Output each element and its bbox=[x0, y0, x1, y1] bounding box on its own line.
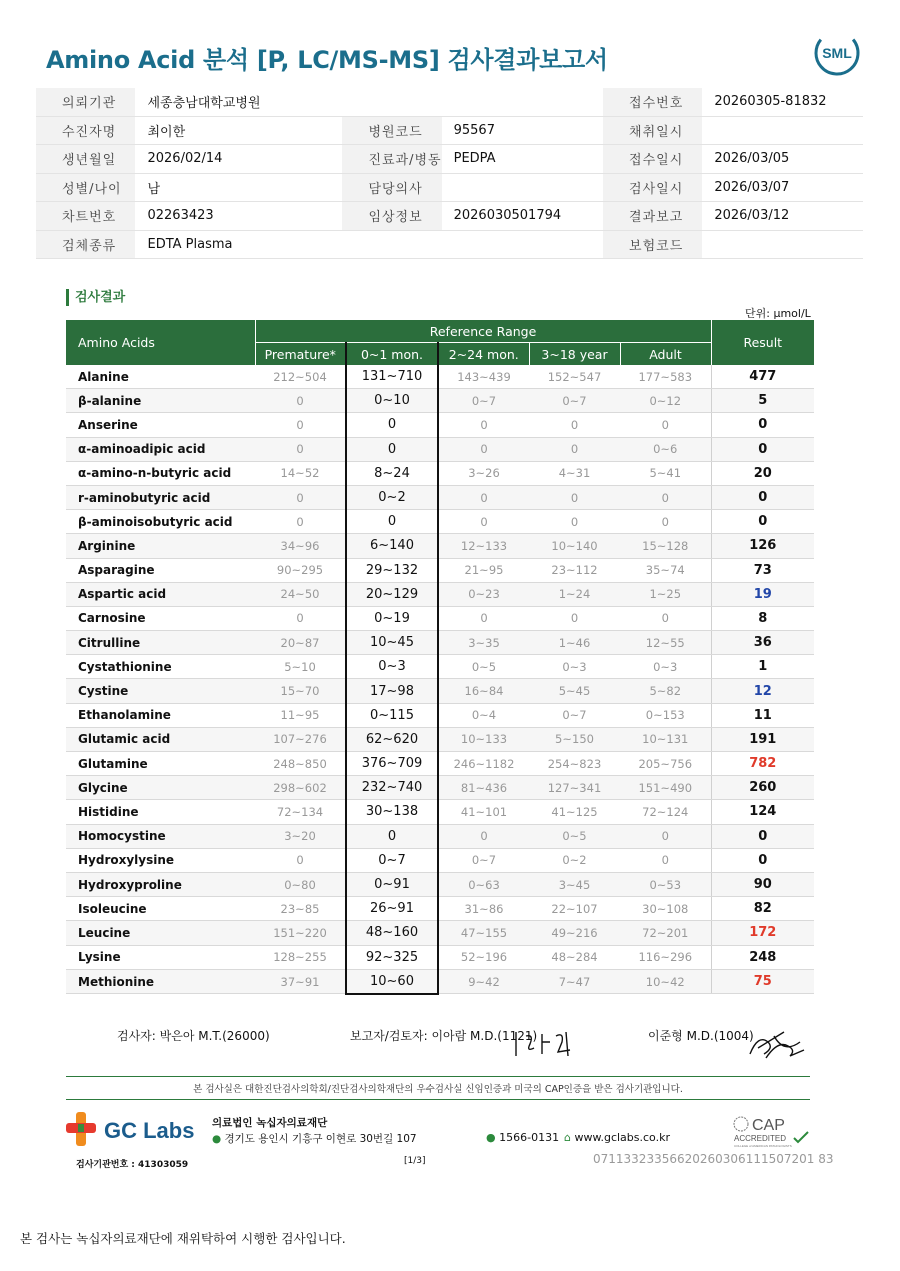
ref-premature: 20~87 bbox=[255, 631, 346, 655]
amino-acid-name: β-alanine bbox=[66, 389, 255, 413]
sml-logo bbox=[812, 28, 862, 78]
header-amino-acids: Amino Acids bbox=[66, 320, 255, 365]
amino-acid-row bbox=[66, 824, 814, 848]
ref-premature: 128~255 bbox=[255, 945, 346, 969]
amino-acid-row bbox=[66, 437, 814, 461]
home-icon: ⌂ bbox=[564, 1131, 575, 1144]
ref-3-18-year: 0~7 bbox=[529, 389, 620, 413]
ref-adult: 10~131 bbox=[620, 727, 711, 751]
ref-premature: 3~20 bbox=[255, 824, 346, 848]
section-title: 검사결과 bbox=[66, 289, 125, 306]
ref-2-24-mon: 0~7 bbox=[438, 848, 529, 872]
info-row bbox=[36, 202, 863, 231]
ref-3-18-year: 0~5 bbox=[529, 824, 620, 848]
result-value: 90 bbox=[711, 872, 814, 896]
result-value: 36 bbox=[711, 631, 814, 655]
info-row bbox=[36, 116, 863, 145]
ref-0-1-mon: 0~2 bbox=[346, 485, 438, 509]
cap-logo-college: COLLEGE of AMERICAN PATHOLOGISTS bbox=[734, 1144, 792, 1148]
info-label: 생년월일 bbox=[36, 145, 135, 174]
info-row bbox=[36, 145, 863, 174]
info-label bbox=[342, 88, 441, 116]
amino-acid-name: Arginine bbox=[66, 534, 255, 558]
website-text: www.gclabs.co.kr bbox=[574, 1131, 670, 1144]
ref-adult: 0 bbox=[620, 413, 711, 437]
ref-0-1-mon: 17~98 bbox=[346, 679, 438, 703]
ref-adult: 1~25 bbox=[620, 582, 711, 606]
ref-0-1-mon: 10~45 bbox=[346, 631, 438, 655]
ref-3-18-year: 0 bbox=[529, 510, 620, 534]
amino-acid-row bbox=[66, 945, 814, 969]
phone-text: 1566-0131 bbox=[499, 1131, 560, 1144]
ref-2-24-mon: 0~5 bbox=[438, 655, 529, 679]
ref-3-18-year: 49~216 bbox=[529, 921, 620, 945]
ref-adult: 116~296 bbox=[620, 945, 711, 969]
amino-acid-name: Histidine bbox=[66, 800, 255, 824]
amino-acid-name: Aspartic acid bbox=[66, 582, 255, 606]
ref-2-24-mon: 246~1182 bbox=[438, 752, 529, 776]
result-value: 477 bbox=[711, 365, 814, 389]
amino-acid-row bbox=[66, 848, 814, 872]
ref-0-1-mon: 0 bbox=[346, 824, 438, 848]
accreditation-notice: 본 검사실은 대한진단검사의학회/진단검사의학재단의 우수검사실 신임인증과 미국의 CAP인증을 받은 검사기관입니다. bbox=[66, 1076, 810, 1100]
info-value: 02263423 bbox=[135, 202, 342, 231]
ref-0-1-mon: 0~3 bbox=[346, 655, 438, 679]
ref-3-18-year: 10~140 bbox=[529, 534, 620, 558]
result-value: 124 bbox=[711, 800, 814, 824]
ref-2-24-mon: 0 bbox=[438, 413, 529, 437]
result-value: 11 bbox=[711, 703, 814, 727]
ref-3-18-year: 254~823 bbox=[529, 752, 620, 776]
info-row bbox=[36, 173, 863, 202]
report-title: Amino Acid 분석 [P, LC/MS-MS] 검사결과보고서 bbox=[46, 46, 608, 74]
info-value: 2026/02/14 bbox=[135, 145, 342, 174]
ref-3-18-year: 0 bbox=[529, 413, 620, 437]
ref-2-24-mon: 0 bbox=[438, 510, 529, 534]
phone-icon: ● bbox=[486, 1131, 500, 1144]
info-label: 임상정보 bbox=[342, 202, 441, 231]
info-value: EDTA Plasma bbox=[135, 230, 342, 259]
address bbox=[212, 1131, 417, 1146]
ref-0-1-mon: 10~60 bbox=[346, 969, 438, 994]
amino-acid-name: Cystathionine bbox=[66, 655, 255, 679]
ref-0-1-mon: 0 bbox=[346, 413, 438, 437]
info-label: 차트번호 bbox=[36, 202, 135, 231]
doctor-signature-image bbox=[744, 1024, 810, 1064]
info-value bbox=[442, 88, 603, 116]
ref-3-18-year: 22~107 bbox=[529, 897, 620, 921]
ref-adult: 0~153 bbox=[620, 703, 711, 727]
phone bbox=[486, 1131, 559, 1144]
reporter-signature-label: 보고자/검토자: 이아람 M.D.(1121) bbox=[350, 1029, 538, 1043]
ref-adult: 72~201 bbox=[620, 921, 711, 945]
ref-3-18-year: 5~45 bbox=[529, 679, 620, 703]
amino-acid-row bbox=[66, 365, 814, 389]
ref-0-1-mon: 92~325 bbox=[346, 945, 438, 969]
ref-0-1-mon: 0~10 bbox=[346, 389, 438, 413]
ref-adult: 0 bbox=[620, 606, 711, 630]
header-reference-range: Reference Range bbox=[255, 320, 711, 343]
ref-3-18-year: 23~112 bbox=[529, 558, 620, 582]
amino-acid-name: Methionine bbox=[66, 969, 255, 994]
ref-2-24-mon: 52~196 bbox=[438, 945, 529, 969]
ref-2-24-mon: 81~436 bbox=[438, 776, 529, 800]
ref-2-24-mon: 47~155 bbox=[438, 921, 529, 945]
ref-3-18-year: 41~125 bbox=[529, 800, 620, 824]
ref-adult: 35~74 bbox=[620, 558, 711, 582]
org-name: 의료법인 녹십자의료재단 bbox=[212, 1117, 328, 1129]
cap-logo-text: CAP bbox=[752, 1117, 785, 1134]
info-label: 채취일시 bbox=[603, 116, 702, 145]
info-value: 2026/03/12 bbox=[702, 202, 863, 231]
result-value: 0 bbox=[711, 413, 814, 437]
ref-2-24-mon: 0~7 bbox=[438, 389, 529, 413]
amino-acid-name: α-amino-n-butyric acid bbox=[66, 461, 255, 485]
ref-premature: 15~70 bbox=[255, 679, 346, 703]
result-value: 1 bbox=[711, 655, 814, 679]
amino-acid-name: Glutamine bbox=[66, 752, 255, 776]
ref-0-1-mon: 26~91 bbox=[346, 897, 438, 921]
result-value: 20 bbox=[711, 461, 814, 485]
ref-adult: 5~41 bbox=[620, 461, 711, 485]
ref-3-18-year: 0 bbox=[529, 437, 620, 461]
amino-acid-name: β-aminoisobutyric acid bbox=[66, 510, 255, 534]
ref-premature: 0~80 bbox=[255, 872, 346, 896]
doctor-signature-label: 이준형 M.D.(1004) bbox=[648, 1029, 754, 1043]
amino-acid-row bbox=[66, 872, 814, 896]
gc-labs-logo-text: GC Labs bbox=[104, 1118, 195, 1143]
info-value: 최이한 bbox=[135, 116, 342, 145]
ref-3-18-year: 0 bbox=[529, 606, 620, 630]
gc-labs-logo bbox=[66, 1110, 206, 1148]
amino-acid-row bbox=[66, 413, 814, 437]
ref-premature: 151~220 bbox=[255, 921, 346, 945]
ref-premature: 90~295 bbox=[255, 558, 346, 582]
info-label: 검체종류 bbox=[36, 230, 135, 259]
amino-acid-row bbox=[66, 921, 814, 945]
info-row bbox=[36, 230, 863, 259]
info-value: 남 bbox=[135, 173, 342, 202]
amino-acid-name: Hydroxyproline bbox=[66, 872, 255, 896]
ref-premature: 14~52 bbox=[255, 461, 346, 485]
amino-acid-name: r-aminobutyric acid bbox=[66, 485, 255, 509]
info-value: 95567 bbox=[442, 116, 603, 145]
amino-acid-row bbox=[66, 727, 814, 751]
ref-premature: 23~85 bbox=[255, 897, 346, 921]
page-number: [1/3] bbox=[404, 1156, 426, 1166]
result-value: 8 bbox=[711, 606, 814, 630]
ref-premature: 11~95 bbox=[255, 703, 346, 727]
info-label: 수진자명 bbox=[36, 116, 135, 145]
address-text: 경기도 용인시 기흥구 이현로 30번길 107 bbox=[224, 1133, 417, 1145]
result-value: 19 bbox=[711, 582, 814, 606]
ref-adult: 10~42 bbox=[620, 969, 711, 994]
ref-0-1-mon: 6~140 bbox=[346, 534, 438, 558]
location-icon: ● bbox=[212, 1133, 225, 1145]
ref-premature: 34~96 bbox=[255, 534, 346, 558]
ref-adult: 0~6 bbox=[620, 437, 711, 461]
info-label bbox=[342, 230, 441, 259]
ref-3-18-year: 152~547 bbox=[529, 365, 620, 389]
info-label: 검사일시 bbox=[603, 173, 702, 202]
ref-adult: 151~490 bbox=[620, 776, 711, 800]
ref-premature: 0 bbox=[255, 389, 346, 413]
ref-0-1-mon: 0~91 bbox=[346, 872, 438, 896]
amino-acid-row bbox=[66, 606, 814, 630]
result-value: 191 bbox=[711, 727, 814, 751]
amino-acid-row bbox=[66, 655, 814, 679]
amino-acid-row bbox=[66, 969, 814, 994]
result-value: 0 bbox=[711, 437, 814, 461]
result-value: 260 bbox=[711, 776, 814, 800]
ref-2-24-mon: 21~95 bbox=[438, 558, 529, 582]
info-value: 2026030501794 bbox=[442, 202, 603, 231]
ref-2-24-mon: 10~133 bbox=[438, 727, 529, 751]
result-value: 172 bbox=[711, 921, 814, 945]
results-table bbox=[66, 320, 814, 995]
ref-2-24-mon: 143~439 bbox=[438, 365, 529, 389]
ref-premature: 0 bbox=[255, 510, 346, 534]
ref-0-1-mon: 0 bbox=[346, 510, 438, 534]
ref-adult: 30~108 bbox=[620, 897, 711, 921]
tester-signature-label: 검사자: 박은아 M.T.(26000) bbox=[117, 1029, 270, 1043]
ref-3-18-year: 1~46 bbox=[529, 631, 620, 655]
cap-accredited-logo bbox=[732, 1114, 812, 1148]
amino-acid-row bbox=[66, 703, 814, 727]
ref-premature: 107~276 bbox=[255, 727, 346, 751]
ref-premature: 248~850 bbox=[255, 752, 346, 776]
result-value: 782 bbox=[711, 752, 814, 776]
ref-3-18-year: 48~284 bbox=[529, 945, 620, 969]
header-0-1-mon: 0~1 mon. bbox=[346, 343, 438, 366]
ref-2-24-mon: 16~84 bbox=[438, 679, 529, 703]
info-label: 결과보고 bbox=[603, 202, 702, 231]
result-value: 0 bbox=[711, 824, 814, 848]
header-adult: Adult bbox=[620, 343, 711, 366]
header-premature: Premature* bbox=[255, 343, 346, 366]
result-value: 75 bbox=[711, 969, 814, 994]
amino-acid-name: Leucine bbox=[66, 921, 255, 945]
info-value: PEDPA bbox=[442, 145, 603, 174]
amino-acid-name: Lysine bbox=[66, 945, 255, 969]
ref-3-18-year: 3~45 bbox=[529, 872, 620, 896]
ref-premature: 0 bbox=[255, 437, 346, 461]
amino-acid-name: Alanine bbox=[66, 365, 255, 389]
ref-0-1-mon: 0~19 bbox=[346, 606, 438, 630]
ref-adult: 15~128 bbox=[620, 534, 711, 558]
info-label: 보험코드 bbox=[603, 230, 702, 259]
ref-0-1-mon: 376~709 bbox=[346, 752, 438, 776]
ref-0-1-mon: 0 bbox=[346, 437, 438, 461]
ref-premature: 0 bbox=[255, 606, 346, 630]
ref-adult: 0~3 bbox=[620, 655, 711, 679]
result-value: 126 bbox=[711, 534, 814, 558]
patient-info-table bbox=[36, 88, 863, 259]
ref-0-1-mon: 30~138 bbox=[346, 800, 438, 824]
amino-acid-row bbox=[66, 461, 814, 485]
ref-2-24-mon: 0~23 bbox=[438, 582, 529, 606]
result-value: 5 bbox=[711, 389, 814, 413]
info-label: 의뢰기관 bbox=[36, 88, 135, 116]
info-label: 접수일시 bbox=[603, 145, 702, 174]
ref-premature: 212~504 bbox=[255, 365, 346, 389]
amino-acid-row bbox=[66, 534, 814, 558]
result-value: 12 bbox=[711, 679, 814, 703]
ref-2-24-mon: 9~42 bbox=[438, 969, 529, 994]
result-value: 0 bbox=[711, 485, 814, 509]
ref-2-24-mon: 0 bbox=[438, 606, 529, 630]
ref-premature: 298~602 bbox=[255, 776, 346, 800]
ref-3-18-year: 127~341 bbox=[529, 776, 620, 800]
info-label: 진료과/병동 bbox=[342, 145, 441, 174]
ref-adult: 0~53 bbox=[620, 872, 711, 896]
info-value bbox=[442, 173, 603, 202]
info-value bbox=[702, 116, 863, 145]
info-label: 접수번호 bbox=[603, 88, 702, 116]
ref-2-24-mon: 0~4 bbox=[438, 703, 529, 727]
amino-acid-name: α-aminoadipic acid bbox=[66, 437, 255, 461]
ref-premature: 5~10 bbox=[255, 655, 346, 679]
ref-0-1-mon: 0~7 bbox=[346, 848, 438, 872]
ref-0-1-mon: 20~129 bbox=[346, 582, 438, 606]
ref-0-1-mon: 8~24 bbox=[346, 461, 438, 485]
unit-label: 단위: µmol/L bbox=[745, 307, 811, 320]
header-result: Result bbox=[711, 320, 814, 365]
ref-premature: 0 bbox=[255, 848, 346, 872]
info-label: 병원코드 bbox=[342, 116, 441, 145]
amino-acid-name: Isoleucine bbox=[66, 897, 255, 921]
ref-2-24-mon: 12~133 bbox=[438, 534, 529, 558]
ref-0-1-mon: 62~620 bbox=[346, 727, 438, 751]
amino-acid-row bbox=[66, 582, 814, 606]
ref-3-18-year: 5~150 bbox=[529, 727, 620, 751]
ref-2-24-mon: 3~35 bbox=[438, 631, 529, 655]
result-value: 0 bbox=[711, 848, 814, 872]
amino-acid-row bbox=[66, 510, 814, 534]
info-value: 2026/03/07 bbox=[702, 173, 863, 202]
ref-2-24-mon: 0 bbox=[438, 485, 529, 509]
amino-acid-row bbox=[66, 776, 814, 800]
ref-0-1-mon: 131~710 bbox=[346, 365, 438, 389]
institution-code: 검사기관번호 : 41303059 bbox=[76, 1160, 189, 1170]
amino-acid-name: Ethanolamine bbox=[66, 703, 255, 727]
amino-acid-row bbox=[66, 679, 814, 703]
amino-acid-name: Glutamic acid bbox=[66, 727, 255, 751]
amino-acid-row bbox=[66, 485, 814, 509]
ref-adult: 5~82 bbox=[620, 679, 711, 703]
result-value: 73 bbox=[711, 558, 814, 582]
info-label: 성별/나이 bbox=[36, 173, 135, 202]
bottom-note: 본 검사는 녹십자의료재단에 재위탁하여 시행한 검사입니다. bbox=[20, 1231, 346, 1246]
amino-acid-row bbox=[66, 752, 814, 776]
info-value: 세종충남대학교병원 bbox=[135, 88, 342, 116]
amino-acid-name: Homocystine bbox=[66, 824, 255, 848]
cap-logo-sub: ACCREDITED bbox=[734, 1134, 787, 1143]
reporter-signature-image bbox=[512, 1026, 580, 1062]
ref-2-24-mon: 31~86 bbox=[438, 897, 529, 921]
ref-adult: 0 bbox=[620, 824, 711, 848]
header-3-18-year: 3~18 year bbox=[529, 343, 620, 366]
amino-acid-row bbox=[66, 558, 814, 582]
ref-2-24-mon: 0~63 bbox=[438, 872, 529, 896]
ref-3-18-year: 4~31 bbox=[529, 461, 620, 485]
amino-acid-name: Hydroxylysine bbox=[66, 848, 255, 872]
ref-2-24-mon: 0 bbox=[438, 437, 529, 461]
ref-0-1-mon: 0~115 bbox=[346, 703, 438, 727]
result-value: 82 bbox=[711, 897, 814, 921]
ref-3-18-year: 7~47 bbox=[529, 969, 620, 994]
ref-premature: 0 bbox=[255, 413, 346, 437]
result-value: 248 bbox=[711, 945, 814, 969]
info-value bbox=[702, 230, 863, 259]
amino-acid-name: Asparagine bbox=[66, 558, 255, 582]
ref-3-18-year: 0~2 bbox=[529, 848, 620, 872]
ref-adult: 0 bbox=[620, 485, 711, 509]
ref-2-24-mon: 3~26 bbox=[438, 461, 529, 485]
ref-adult: 0~12 bbox=[620, 389, 711, 413]
info-row bbox=[36, 88, 863, 116]
amino-acid-name: Anserine bbox=[66, 413, 255, 437]
barcode-number: 07113323356620260306111507201 83 bbox=[593, 1152, 834, 1166]
ref-0-1-mon: 232~740 bbox=[346, 776, 438, 800]
amino-acid-row bbox=[66, 631, 814, 655]
ref-adult: 0 bbox=[620, 510, 711, 534]
ref-3-18-year: 0 bbox=[529, 485, 620, 509]
header-2-24-mon: 2~24 mon. bbox=[438, 343, 529, 366]
ref-2-24-mon: 0 bbox=[438, 824, 529, 848]
ref-adult: 205~756 bbox=[620, 752, 711, 776]
ref-premature: 0 bbox=[255, 485, 346, 509]
ref-adult: 72~124 bbox=[620, 800, 711, 824]
result-value: 0 bbox=[711, 510, 814, 534]
ref-premature: 72~134 bbox=[255, 800, 346, 824]
info-value bbox=[442, 230, 603, 259]
ref-premature: 37~91 bbox=[255, 969, 346, 994]
amino-acid-row bbox=[66, 897, 814, 921]
amino-acid-name: Cystine bbox=[66, 679, 255, 703]
ref-adult: 12~55 bbox=[620, 631, 711, 655]
info-value: 20260305-81832 bbox=[702, 88, 863, 116]
ref-3-18-year: 1~24 bbox=[529, 582, 620, 606]
amino-acid-row bbox=[66, 800, 814, 824]
ref-3-18-year: 0~3 bbox=[529, 655, 620, 679]
amino-acid-name: Glycine bbox=[66, 776, 255, 800]
ref-2-24-mon: 41~101 bbox=[438, 800, 529, 824]
info-value: 2026/03/05 bbox=[702, 145, 863, 174]
website[interactable] bbox=[564, 1131, 670, 1144]
ref-adult: 0 bbox=[620, 848, 711, 872]
ref-0-1-mon: 48~160 bbox=[346, 921, 438, 945]
ref-adult: 177~583 bbox=[620, 365, 711, 389]
info-label: 담당의사 bbox=[342, 173, 441, 202]
amino-acid-name: Citrulline bbox=[66, 631, 255, 655]
ref-premature: 24~50 bbox=[255, 582, 346, 606]
sml-logo-text: SML bbox=[822, 45, 852, 61]
amino-acid-name: Carnosine bbox=[66, 606, 255, 630]
ref-3-18-year: 0~7 bbox=[529, 703, 620, 727]
ref-0-1-mon: 29~132 bbox=[346, 558, 438, 582]
amino-acid-row bbox=[66, 389, 814, 413]
